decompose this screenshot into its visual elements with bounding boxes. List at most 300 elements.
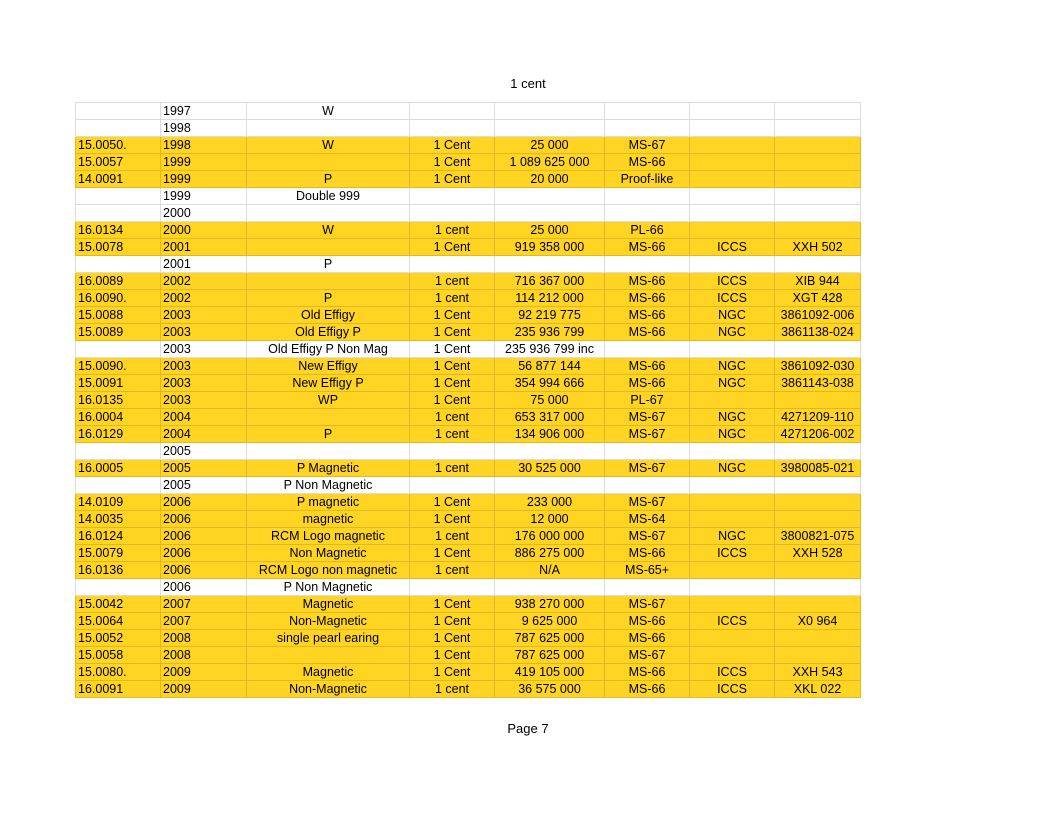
certificate-cell xyxy=(775,137,861,154)
denomination-cell: 1 Cent xyxy=(410,511,495,528)
catalog-number-cell: 15.0078 xyxy=(76,239,161,256)
catalog-number-cell xyxy=(76,120,161,137)
variety-cell: RCM Logo non magnetic xyxy=(247,562,410,579)
mintage-cell: 716 367 000 xyxy=(495,273,605,290)
grade-cell: MS-65+ xyxy=(605,562,690,579)
table-row xyxy=(76,324,861,341)
grading-service-cell: NGC xyxy=(690,375,775,392)
catalog-number-cell xyxy=(76,579,161,596)
variety-cell: RCM Logo magnetic xyxy=(247,528,410,545)
grading-service-cell: ICCS xyxy=(690,545,775,562)
catalog-number-cell: 16.0090. xyxy=(76,290,161,307)
certificate-cell xyxy=(775,222,861,239)
certificate-cell: 3861138-024 xyxy=(775,324,861,341)
variety-cell: P magnetic xyxy=(247,494,410,511)
denomination-cell: 1 Cent xyxy=(410,341,495,358)
catalog-number-cell: 14.0035 xyxy=(76,511,161,528)
table-row xyxy=(76,273,861,290)
grading-service-cell xyxy=(690,511,775,528)
certificate-cell: 3861092-030 xyxy=(775,358,861,375)
catalog-number-cell: 15.0057 xyxy=(76,154,161,171)
grading-service-cell xyxy=(690,205,775,222)
grade-cell xyxy=(605,205,690,222)
catalog-number-cell: 15.0058 xyxy=(76,647,161,664)
grade-cell: MS-67 xyxy=(605,528,690,545)
grade-cell: MS-66 xyxy=(605,307,690,324)
grading-service-cell xyxy=(690,647,775,664)
certificate-cell xyxy=(775,443,861,460)
grade-cell xyxy=(605,188,690,205)
table-row xyxy=(76,307,861,324)
grading-service-cell xyxy=(690,103,775,120)
denomination-cell: 1 cent xyxy=(410,290,495,307)
grading-service-cell xyxy=(690,188,775,205)
grading-service-cell xyxy=(690,392,775,409)
grade-cell: MS-66 xyxy=(605,358,690,375)
denomination-cell: 1 Cent xyxy=(410,239,495,256)
variety-cell xyxy=(247,120,410,137)
denomination-cell xyxy=(410,188,495,205)
certificate-cell xyxy=(775,154,861,171)
variety-cell: W xyxy=(247,137,410,154)
catalog-number-cell: 15.0052 xyxy=(76,630,161,647)
grading-service-cell: NGC xyxy=(690,426,775,443)
year-cell: 2006 xyxy=(161,494,247,511)
grade-cell xyxy=(605,256,690,273)
year-cell: 2001 xyxy=(161,239,247,256)
variety-cell xyxy=(247,154,410,171)
year-cell: 2005 xyxy=(161,477,247,494)
variety-cell xyxy=(247,647,410,664)
variety-cell: New Effigy P xyxy=(247,375,410,392)
variety-cell: P Magnetic xyxy=(247,460,410,477)
catalog-number-cell: 16.0134 xyxy=(76,222,161,239)
grade-cell: MS-66 xyxy=(605,681,690,698)
table-row xyxy=(76,239,861,256)
grading-service-cell: NGC xyxy=(690,528,775,545)
denomination-cell: 1 Cent xyxy=(410,307,495,324)
page-title: 1 cent xyxy=(510,76,546,91)
year-cell: 2008 xyxy=(161,630,247,647)
mintage-cell: 176 000 000 xyxy=(495,528,605,545)
grade-cell: MS-67 xyxy=(605,426,690,443)
grading-service-cell xyxy=(690,562,775,579)
grade-cell xyxy=(605,341,690,358)
grade-cell: MS-66 xyxy=(605,154,690,171)
year-cell: 2003 xyxy=(161,375,247,392)
catalog-number-cell: 14.0109 xyxy=(76,494,161,511)
table-row xyxy=(76,664,861,681)
catalog-number-cell: 16.0091 xyxy=(76,681,161,698)
certificate-cell: 3800821-075 xyxy=(775,528,861,545)
grade-cell: Proof-like xyxy=(605,171,690,188)
mintage-cell: 653 317 000 xyxy=(495,409,605,426)
denomination-cell xyxy=(410,205,495,222)
variety-cell: Double 999 xyxy=(247,188,410,205)
variety-cell xyxy=(247,205,410,222)
catalog-number-cell xyxy=(76,256,161,273)
mintage-cell: 235 936 799 inc xyxy=(495,341,605,358)
grade-cell xyxy=(605,579,690,596)
grading-service-cell: ICCS xyxy=(690,273,775,290)
variety-cell: Old Effigy P Non Mag xyxy=(247,341,410,358)
denomination-cell: 1 Cent xyxy=(410,613,495,630)
grading-service-cell xyxy=(690,171,775,188)
grade-cell: MS-66 xyxy=(605,613,690,630)
denomination-cell: 1 cent xyxy=(410,409,495,426)
denomination-cell: 1 Cent xyxy=(410,358,495,375)
coin-table xyxy=(75,102,861,698)
grade-cell: MS-64 xyxy=(605,511,690,528)
mintage-cell: 134 906 000 xyxy=(495,426,605,443)
catalog-number-cell xyxy=(76,341,161,358)
variety-cell: Non-Magnetic xyxy=(247,613,410,630)
mintage-cell: 419 105 000 xyxy=(495,664,605,681)
table-row xyxy=(76,222,861,239)
variety-cell: P Non Magnetic xyxy=(247,579,410,596)
table-row xyxy=(76,477,861,494)
grade-cell: MS-66 xyxy=(605,324,690,341)
catalog-number-cell: 15.0091 xyxy=(76,375,161,392)
denomination-cell: 1 Cent xyxy=(410,630,495,647)
mintage-cell: 12 000 xyxy=(495,511,605,528)
certificate-cell xyxy=(775,511,861,528)
certificate-cell: 3861143-038 xyxy=(775,375,861,392)
denomination-cell: 1 cent xyxy=(410,528,495,545)
table-row xyxy=(76,596,861,613)
mintage-cell: 787 625 000 xyxy=(495,647,605,664)
grading-service-cell xyxy=(690,630,775,647)
table-row xyxy=(76,290,861,307)
catalog-number-cell: 15.0090. xyxy=(76,358,161,375)
year-cell: 2000 xyxy=(161,205,247,222)
variety-cell: P xyxy=(247,426,410,443)
mintage-cell: 938 270 000 xyxy=(495,596,605,613)
grading-service-cell: ICCS xyxy=(690,239,775,256)
catalog-number-cell: 16.0124 xyxy=(76,528,161,545)
table-body xyxy=(76,103,861,698)
table-row xyxy=(76,188,861,205)
grading-service-cell xyxy=(690,120,775,137)
table-row xyxy=(76,681,861,698)
grading-service-cell xyxy=(690,494,775,511)
catalog-number-cell: 14.0091 xyxy=(76,171,161,188)
mintage-cell: 25 000 xyxy=(495,222,605,239)
mintage-cell: 235 936 799 xyxy=(495,324,605,341)
grading-service-cell xyxy=(690,596,775,613)
grade-cell: MS-67 xyxy=(605,137,690,154)
grade-cell: MS-66 xyxy=(605,375,690,392)
certificate-cell: XXH 528 xyxy=(775,545,861,562)
mintage-cell xyxy=(495,205,605,222)
table-row xyxy=(76,256,861,273)
mintage-cell xyxy=(495,120,605,137)
denomination-cell: 1 Cent xyxy=(410,664,495,681)
table-row xyxy=(76,494,861,511)
year-cell: 1998 xyxy=(161,137,247,154)
year-cell: 2003 xyxy=(161,324,247,341)
grade-cell: PL-67 xyxy=(605,392,690,409)
mintage-cell xyxy=(495,188,605,205)
certificate-cell: 4271206-002 xyxy=(775,426,861,443)
denomination-cell: 1 Cent xyxy=(410,375,495,392)
denomination-cell: 1 Cent xyxy=(410,154,495,171)
grading-service-cell: NGC xyxy=(690,324,775,341)
grading-service-cell xyxy=(690,579,775,596)
table-row xyxy=(76,341,861,358)
catalog-number-cell xyxy=(76,443,161,460)
denomination-cell xyxy=(410,103,495,120)
certificate-cell xyxy=(775,103,861,120)
variety-cell: P xyxy=(247,290,410,307)
year-cell: 1998 xyxy=(161,120,247,137)
table-row xyxy=(76,392,861,409)
page-number: Page 7 xyxy=(507,721,549,736)
table-row xyxy=(76,613,861,630)
grade-cell: MS-66 xyxy=(605,545,690,562)
catalog-number-cell: 16.0089 xyxy=(76,273,161,290)
certificate-cell xyxy=(775,205,861,222)
grading-service-cell xyxy=(690,222,775,239)
denomination-cell: 1 cent xyxy=(410,681,495,698)
variety-cell: W xyxy=(247,222,410,239)
year-cell: 2001 xyxy=(161,256,247,273)
mintage-cell xyxy=(495,579,605,596)
mintage-cell: 20 000 xyxy=(495,171,605,188)
certificate-cell xyxy=(775,477,861,494)
grade-cell xyxy=(605,120,690,137)
mintage-cell: 25 000 xyxy=(495,137,605,154)
catalog-number-cell: 15.0064 xyxy=(76,613,161,630)
year-cell: 2006 xyxy=(161,511,247,528)
table-row xyxy=(76,579,861,596)
certificate-cell: 3980085-021 xyxy=(775,460,861,477)
year-cell: 2006 xyxy=(161,528,247,545)
certificate-cell: X0 964 xyxy=(775,613,861,630)
variety-cell: Non-Magnetic xyxy=(247,681,410,698)
grade-cell: MS-66 xyxy=(605,273,690,290)
certificate-cell: XXH 502 xyxy=(775,239,861,256)
year-cell: 2000 xyxy=(161,222,247,239)
year-cell: 2003 xyxy=(161,358,247,375)
year-cell: 1999 xyxy=(161,154,247,171)
table-row xyxy=(76,647,861,664)
mintage-cell: 919 358 000 xyxy=(495,239,605,256)
grading-service-cell: NGC xyxy=(690,358,775,375)
year-cell: 2005 xyxy=(161,443,247,460)
table-row xyxy=(76,426,861,443)
certificate-cell: 4271209-110 xyxy=(775,409,861,426)
year-cell: 2005 xyxy=(161,460,247,477)
denomination-cell: 1 Cent xyxy=(410,137,495,154)
catalog-number-cell: 15.0088 xyxy=(76,307,161,324)
denomination-cell xyxy=(410,443,495,460)
catalog-number-cell: 16.0135 xyxy=(76,392,161,409)
grade-cell: MS-66 xyxy=(605,664,690,681)
grading-service-cell: NGC xyxy=(690,307,775,324)
denomination-cell: 1 Cent xyxy=(410,647,495,664)
variety-cell: P Non Magnetic xyxy=(247,477,410,494)
mintage-cell xyxy=(495,443,605,460)
year-cell: 2008 xyxy=(161,647,247,664)
grading-service-cell xyxy=(690,154,775,171)
catalog-number-cell xyxy=(76,103,161,120)
denomination-cell xyxy=(410,579,495,596)
certificate-cell: XKL 022 xyxy=(775,681,861,698)
grade-cell: MS-66 xyxy=(605,239,690,256)
variety-cell: Old Effigy P xyxy=(247,324,410,341)
variety-cell xyxy=(247,273,410,290)
mintage-cell xyxy=(495,103,605,120)
denomination-cell: 1 cent xyxy=(410,222,495,239)
mintage-cell: 1 089 625 000 xyxy=(495,154,605,171)
year-cell: 2006 xyxy=(161,545,247,562)
table-row xyxy=(76,358,861,375)
year-cell: 1999 xyxy=(161,188,247,205)
table-row xyxy=(76,443,861,460)
grading-service-cell xyxy=(690,137,775,154)
mintage-cell: 30 525 000 xyxy=(495,460,605,477)
table-row xyxy=(76,630,861,647)
certificate-cell xyxy=(775,562,861,579)
mintage-cell: N/A xyxy=(495,562,605,579)
certificate-cell xyxy=(775,188,861,205)
grading-service-cell: ICCS xyxy=(690,290,775,307)
year-cell: 2003 xyxy=(161,307,247,324)
denomination-cell: 1 cent xyxy=(410,426,495,443)
table-row xyxy=(76,562,861,579)
catalog-number-cell xyxy=(76,205,161,222)
year-cell: 2004 xyxy=(161,409,247,426)
grade-cell: MS-67 xyxy=(605,647,690,664)
mintage-cell: 92 219 775 xyxy=(495,307,605,324)
year-cell: 2006 xyxy=(161,579,247,596)
mintage-cell xyxy=(495,477,605,494)
catalog-number-cell: 16.0129 xyxy=(76,426,161,443)
certificate-cell: XGT 428 xyxy=(775,290,861,307)
denomination-cell xyxy=(410,256,495,273)
certificate-cell xyxy=(775,256,861,273)
denomination-cell xyxy=(410,120,495,137)
year-cell: 2002 xyxy=(161,290,247,307)
grade-cell: MS-67 xyxy=(605,494,690,511)
denomination-cell: 1 Cent xyxy=(410,324,495,341)
catalog-number-cell: 15.0079 xyxy=(76,545,161,562)
catalog-number-cell: 15.0050. xyxy=(76,137,161,154)
grading-service-cell xyxy=(690,341,775,358)
table-row xyxy=(76,171,861,188)
grading-service-cell xyxy=(690,443,775,460)
grading-service-cell: ICCS xyxy=(690,681,775,698)
grade-cell: PL-66 xyxy=(605,222,690,239)
mintage-cell: 886 275 000 xyxy=(495,545,605,562)
certificate-cell xyxy=(775,647,861,664)
grading-service-cell: ICCS xyxy=(690,664,775,681)
mintage-cell: 9 625 000 xyxy=(495,613,605,630)
certificate-cell xyxy=(775,171,861,188)
denomination-cell: 1 cent xyxy=(410,273,495,290)
catalog-number-cell: 16.0004 xyxy=(76,409,161,426)
certificate-cell xyxy=(775,579,861,596)
grade-cell: MS-67 xyxy=(605,596,690,613)
mintage-cell: 36 575 000 xyxy=(495,681,605,698)
year-cell: 2003 xyxy=(161,341,247,358)
denomination-cell: 1 cent xyxy=(410,562,495,579)
table-row xyxy=(76,137,861,154)
certificate-cell: 3861092-006 xyxy=(775,307,861,324)
year-cell: 2007 xyxy=(161,596,247,613)
certificate-cell xyxy=(775,392,861,409)
certificate-cell xyxy=(775,341,861,358)
catalog-number-cell: 15.0042 xyxy=(76,596,161,613)
table-row xyxy=(76,205,861,222)
certificate-cell xyxy=(775,494,861,511)
certificate-cell: XIB 944 xyxy=(775,273,861,290)
certificate-cell: XXH 543 xyxy=(775,664,861,681)
grade-cell: MS-67 xyxy=(605,409,690,426)
variety-cell: P xyxy=(247,256,410,273)
variety-cell: Magnetic xyxy=(247,664,410,681)
denomination-cell: 1 cent xyxy=(410,460,495,477)
table-row xyxy=(76,460,861,477)
grading-service-cell: ICCS xyxy=(690,613,775,630)
mintage-cell: 787 625 000 xyxy=(495,630,605,647)
grade-cell xyxy=(605,103,690,120)
variety-cell xyxy=(247,443,410,460)
year-cell: 2009 xyxy=(161,664,247,681)
catalog-number-cell xyxy=(76,477,161,494)
table-row xyxy=(76,154,861,171)
mintage-cell: 56 877 144 xyxy=(495,358,605,375)
variety-cell xyxy=(247,409,410,426)
variety-cell: New Effigy xyxy=(247,358,410,375)
year-cell: 2004 xyxy=(161,426,247,443)
variety-cell: single pearl earing xyxy=(247,630,410,647)
variety-cell: Non Magnetic xyxy=(247,545,410,562)
grade-cell: MS-66 xyxy=(605,290,690,307)
catalog-number-cell: 16.0136 xyxy=(76,562,161,579)
variety-cell: magnetic xyxy=(247,511,410,528)
mintage-cell: 354 994 666 xyxy=(495,375,605,392)
table-row xyxy=(76,528,861,545)
variety-cell: W xyxy=(247,103,410,120)
year-cell: 2003 xyxy=(161,392,247,409)
table-row xyxy=(76,409,861,426)
table-row xyxy=(76,120,861,137)
table-row xyxy=(76,375,861,392)
year-cell: 2002 xyxy=(161,273,247,290)
grade-cell xyxy=(605,443,690,460)
year-cell: 2009 xyxy=(161,681,247,698)
catalog-number-cell: 15.0089 xyxy=(76,324,161,341)
certificate-cell xyxy=(775,596,861,613)
variety-cell xyxy=(247,239,410,256)
mintage-cell: 233 000 xyxy=(495,494,605,511)
catalog-number-cell: 15.0080. xyxy=(76,664,161,681)
variety-cell: Old Effigy xyxy=(247,307,410,324)
grade-cell: MS-66 xyxy=(605,630,690,647)
grading-service-cell xyxy=(690,256,775,273)
denomination-cell: 1 Cent xyxy=(410,171,495,188)
year-cell: 1997 xyxy=(161,103,247,120)
mintage-cell: 114 212 000 xyxy=(495,290,605,307)
denomination-cell: 1 Cent xyxy=(410,545,495,562)
grading-service-cell: NGC xyxy=(690,409,775,426)
table-row xyxy=(76,103,861,120)
mintage-cell: 75 000 xyxy=(495,392,605,409)
variety-cell: Magnetic xyxy=(247,596,410,613)
certificate-cell xyxy=(775,120,861,137)
